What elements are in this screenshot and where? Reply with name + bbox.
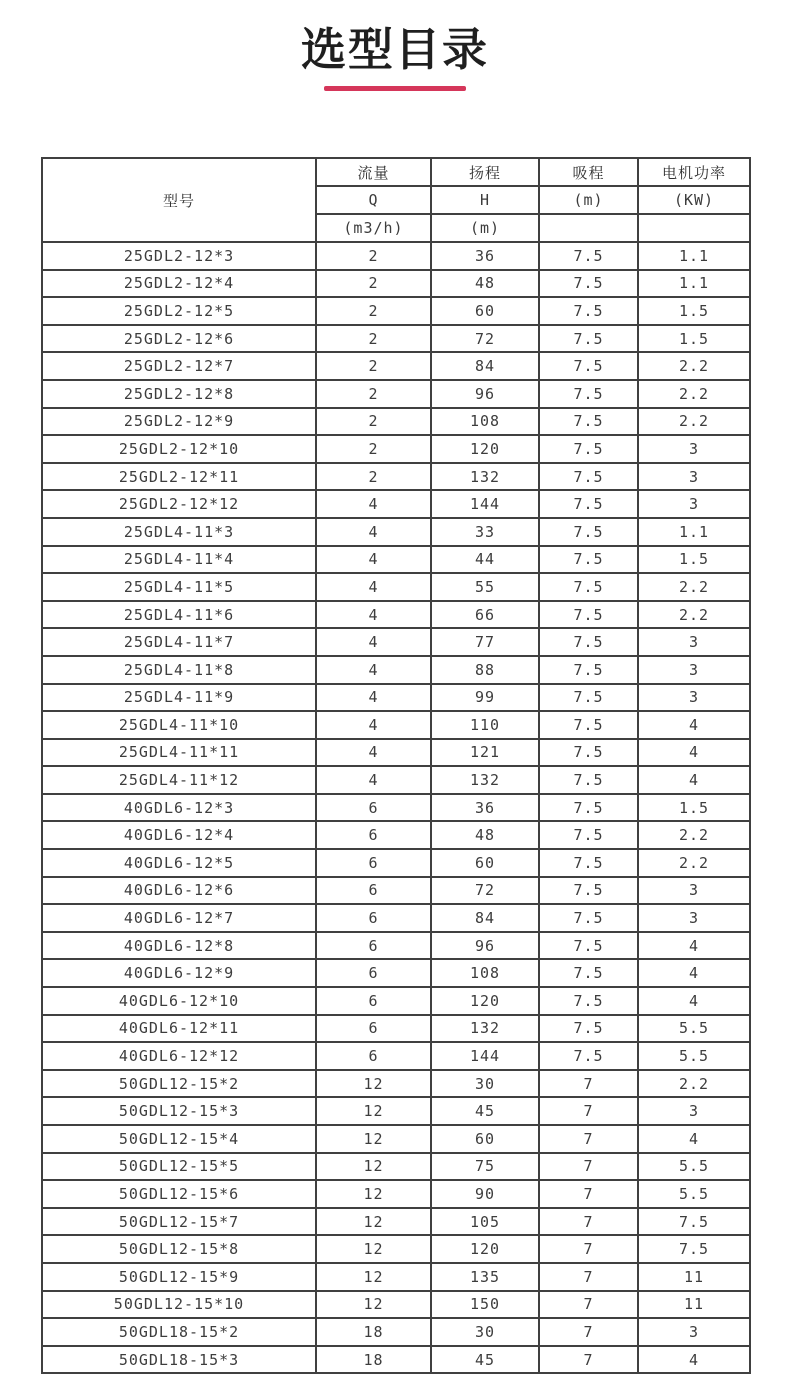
model-cell: 25GDL2-12*12 — [42, 490, 316, 518]
suction-cell: 7.5 — [539, 601, 638, 629]
flow-cell: 4 — [316, 656, 431, 684]
head-cell: 30 — [431, 1318, 539, 1346]
table-row — [42, 959, 750, 987]
flow-cell: 6 — [316, 932, 431, 960]
suction-cell: 7.5 — [539, 325, 638, 353]
power-cell: 3 — [638, 1097, 750, 1125]
model-cell: 40GDL6-12*11 — [42, 1015, 316, 1043]
power-cell: 4 — [638, 1346, 750, 1374]
table-row — [42, 656, 750, 684]
model-cell: 40GDL6-12*3 — [42, 794, 316, 822]
model-cell: 50GDL12-15*5 — [42, 1153, 316, 1181]
table-row — [42, 1153, 750, 1181]
head-cell: 110 — [431, 711, 539, 739]
model-cell: 25GDL4-11*7 — [42, 628, 316, 656]
flow-cell: 4 — [316, 628, 431, 656]
flow-cell: 6 — [316, 877, 431, 905]
power-cell: 5.5 — [638, 1042, 750, 1070]
table-row — [42, 904, 750, 932]
flow-cell: 18 — [316, 1346, 431, 1374]
model-cell: 50GDL12-15*4 — [42, 1125, 316, 1153]
table-row — [42, 739, 750, 767]
table-row — [42, 1097, 750, 1125]
model-cell: 25GDL2-12*9 — [42, 408, 316, 436]
table-row — [42, 1318, 750, 1346]
table-row — [42, 242, 750, 270]
model-cell: 25GDL4-11*5 — [42, 573, 316, 601]
table-row — [42, 1180, 750, 1208]
suction-cell: 7.5 — [539, 959, 638, 987]
table-row — [42, 435, 750, 463]
model-cell: 50GDL12-15*3 — [42, 1097, 316, 1125]
head-cell: 72 — [431, 877, 539, 905]
head-cell: 77 — [431, 628, 539, 656]
head-cell: 48 — [431, 270, 539, 298]
header-suction-empty — [539, 214, 638, 242]
head-cell: 84 — [431, 904, 539, 932]
flow-cell: 12 — [316, 1097, 431, 1125]
head-cell: 44 — [431, 546, 539, 574]
flow-cell: 2 — [316, 325, 431, 353]
power-cell: 2.2 — [638, 380, 750, 408]
model-cell: 50GDL12-15*8 — [42, 1235, 316, 1263]
model-cell: 50GDL12-15*10 — [42, 1291, 316, 1319]
flow-cell: 6 — [316, 987, 431, 1015]
suction-cell: 7.5 — [539, 849, 638, 877]
title-block — [0, 0, 790, 91]
power-cell: 1.1 — [638, 518, 750, 546]
table-row — [42, 270, 750, 298]
title-underline — [324, 86, 466, 91]
table-body — [42, 242, 750, 1373]
table-row — [42, 821, 750, 849]
head-cell: 90 — [431, 1180, 539, 1208]
head-cell: 48 — [431, 821, 539, 849]
table-row — [42, 711, 750, 739]
suction-cell: 7.5 — [539, 463, 638, 491]
suction-cell: 7 — [539, 1153, 638, 1181]
head-cell: 120 — [431, 435, 539, 463]
table-row — [42, 628, 750, 656]
flow-cell: 4 — [316, 573, 431, 601]
head-cell: 99 — [431, 684, 539, 712]
suction-cell: 7.5 — [539, 546, 638, 574]
table-row — [42, 297, 750, 325]
head-cell: 144 — [431, 490, 539, 518]
flow-cell: 6 — [316, 849, 431, 877]
suction-cell: 7.5 — [539, 435, 638, 463]
head-cell: 132 — [431, 1015, 539, 1043]
power-cell: 5.5 — [638, 1180, 750, 1208]
header-head-unit: (m) — [431, 214, 539, 242]
power-cell: 2.2 — [638, 408, 750, 436]
power-cell: 4 — [638, 766, 750, 794]
power-cell: 5.5 — [638, 1153, 750, 1181]
flow-cell: 6 — [316, 904, 431, 932]
head-cell: 33 — [431, 518, 539, 546]
suction-cell: 7.5 — [539, 987, 638, 1015]
flow-cell: 4 — [316, 601, 431, 629]
head-cell: 88 — [431, 656, 539, 684]
flow-cell: 4 — [316, 684, 431, 712]
flow-cell: 12 — [316, 1070, 431, 1098]
header-power-label: 电机功率 — [638, 158, 750, 186]
model-cell: 25GDL4-11*3 — [42, 518, 316, 546]
flow-cell: 12 — [316, 1291, 431, 1319]
header-model: 型号 — [42, 158, 316, 242]
table-row — [42, 408, 750, 436]
power-cell: 2.2 — [638, 601, 750, 629]
table-header — [42, 158, 750, 242]
flow-cell: 2 — [316, 297, 431, 325]
table-row — [42, 1015, 750, 1043]
suction-cell: 7.5 — [539, 794, 638, 822]
head-cell: 30 — [431, 1070, 539, 1098]
power-cell: 3 — [638, 463, 750, 491]
header-flow-label: 流量 — [316, 158, 431, 186]
table-row — [42, 1208, 750, 1236]
flow-cell: 12 — [316, 1180, 431, 1208]
flow-cell: 2 — [316, 352, 431, 380]
suction-cell: 7 — [539, 1346, 638, 1374]
model-cell: 50GDL12-15*7 — [42, 1208, 316, 1236]
power-cell: 11 — [638, 1263, 750, 1291]
power-cell: 7.5 — [638, 1235, 750, 1263]
suction-cell: 7.5 — [539, 739, 638, 767]
flow-cell: 6 — [316, 1042, 431, 1070]
model-cell: 25GDL2-12*3 — [42, 242, 316, 270]
header-row-labels — [42, 158, 750, 186]
table-row — [42, 1042, 750, 1070]
power-cell: 2.2 — [638, 573, 750, 601]
header-flow-symbol: Q — [316, 186, 431, 214]
suction-cell: 7.5 — [539, 352, 638, 380]
head-cell: 60 — [431, 849, 539, 877]
power-cell: 1.5 — [638, 325, 750, 353]
head-cell: 96 — [431, 932, 539, 960]
flow-cell: 18 — [316, 1318, 431, 1346]
power-cell: 3 — [638, 628, 750, 656]
power-cell: 3 — [638, 435, 750, 463]
flow-cell: 2 — [316, 242, 431, 270]
table-row — [42, 601, 750, 629]
power-cell: 4 — [638, 932, 750, 960]
flow-cell: 6 — [316, 821, 431, 849]
power-cell: 2.2 — [638, 849, 750, 877]
model-cell: 40GDL6-12*7 — [42, 904, 316, 932]
model-cell: 40GDL6-12*8 — [42, 932, 316, 960]
power-cell: 4 — [638, 987, 750, 1015]
power-cell: 1.1 — [638, 242, 750, 270]
head-cell: 72 — [431, 325, 539, 353]
model-cell: 25GDL2-12*4 — [42, 270, 316, 298]
power-cell: 3 — [638, 684, 750, 712]
table-row — [42, 573, 750, 601]
power-cell: 3 — [638, 877, 750, 905]
table-row — [42, 794, 750, 822]
suction-cell: 7.5 — [539, 1042, 638, 1070]
header-power-empty — [638, 214, 750, 242]
head-cell: 60 — [431, 1125, 539, 1153]
power-cell: 2.2 — [638, 1070, 750, 1098]
header-power-unit: (KW) — [638, 186, 750, 214]
flow-cell: 2 — [316, 463, 431, 491]
model-cell: 40GDL6-12*5 — [42, 849, 316, 877]
model-cell: 25GDL2-12*11 — [42, 463, 316, 491]
flow-cell: 4 — [316, 490, 431, 518]
suction-cell: 7.5 — [539, 490, 638, 518]
suction-cell: 7.5 — [539, 408, 638, 436]
head-cell: 132 — [431, 766, 539, 794]
table-row — [42, 987, 750, 1015]
power-cell: 1.5 — [638, 794, 750, 822]
head-cell: 120 — [431, 987, 539, 1015]
table-row — [42, 1291, 750, 1319]
power-cell: 1.1 — [638, 270, 750, 298]
power-cell: 3 — [638, 1318, 750, 1346]
table-row — [42, 766, 750, 794]
model-cell: 25GDL2-12*10 — [42, 435, 316, 463]
table-row — [42, 684, 750, 712]
head-cell: 75 — [431, 1153, 539, 1181]
suction-cell: 7 — [539, 1208, 638, 1236]
suction-cell: 7 — [539, 1263, 638, 1291]
head-cell: 45 — [431, 1346, 539, 1374]
suction-cell: 7 — [539, 1318, 638, 1346]
flow-cell: 4 — [316, 546, 431, 574]
header-flow-unit: (m3/h) — [316, 214, 431, 242]
suction-cell: 7 — [539, 1291, 638, 1319]
flow-cell: 12 — [316, 1153, 431, 1181]
model-cell: 25GDL2-12*5 — [42, 297, 316, 325]
head-cell: 36 — [431, 794, 539, 822]
head-cell: 60 — [431, 297, 539, 325]
flow-cell: 2 — [316, 435, 431, 463]
suction-cell: 7.5 — [539, 821, 638, 849]
suction-cell: 7.5 — [539, 628, 638, 656]
flow-cell: 12 — [316, 1208, 431, 1236]
model-cell: 40GDL6-12*10 — [42, 987, 316, 1015]
model-cell: 40GDL6-12*6 — [42, 877, 316, 905]
table-row — [42, 1125, 750, 1153]
suction-cell: 7.5 — [539, 711, 638, 739]
head-cell: 55 — [431, 573, 539, 601]
flow-cell: 4 — [316, 766, 431, 794]
head-cell: 108 — [431, 959, 539, 987]
head-cell: 45 — [431, 1097, 539, 1125]
table-row — [42, 1235, 750, 1263]
power-cell: 3 — [638, 490, 750, 518]
flow-cell: 2 — [316, 408, 431, 436]
power-cell: 4 — [638, 739, 750, 767]
table-row — [42, 932, 750, 960]
flow-cell: 12 — [316, 1263, 431, 1291]
flow-cell: 2 — [316, 380, 431, 408]
flow-cell: 12 — [316, 1125, 431, 1153]
flow-cell: 4 — [316, 711, 431, 739]
power-cell: 4 — [638, 711, 750, 739]
model-cell: 50GDL12-15*6 — [42, 1180, 316, 1208]
suction-cell: 7.5 — [539, 518, 638, 546]
power-cell: 3 — [638, 656, 750, 684]
suction-cell: 7.5 — [539, 297, 638, 325]
suction-cell: 7.5 — [539, 573, 638, 601]
model-cell: 25GDL2-12*8 — [42, 380, 316, 408]
table-row — [42, 325, 750, 353]
flow-cell: 2 — [316, 270, 431, 298]
suction-cell: 7.5 — [539, 877, 638, 905]
flow-cell: 4 — [316, 518, 431, 546]
suction-cell: 7.5 — [539, 242, 638, 270]
suction-cell: 7.5 — [539, 766, 638, 794]
table-row — [42, 518, 750, 546]
head-cell: 120 — [431, 1235, 539, 1263]
model-cell: 25GDL4-11*8 — [42, 656, 316, 684]
head-cell: 36 — [431, 242, 539, 270]
suction-cell: 7.5 — [539, 380, 638, 408]
head-cell: 150 — [431, 1291, 539, 1319]
suction-cell: 7 — [539, 1070, 638, 1098]
suction-cell: 7.5 — [539, 932, 638, 960]
table-row — [42, 352, 750, 380]
model-cell: 25GDL2-12*7 — [42, 352, 316, 380]
model-cell: 25GDL4-11*6 — [42, 601, 316, 629]
flow-cell: 6 — [316, 1015, 431, 1043]
head-cell: 108 — [431, 408, 539, 436]
header-head-label: 扬程 — [431, 158, 539, 186]
model-cell: 50GDL18-15*2 — [42, 1318, 316, 1346]
model-cell: 50GDL12-15*2 — [42, 1070, 316, 1098]
power-cell: 4 — [638, 959, 750, 987]
table-row — [42, 546, 750, 574]
suction-cell: 7.5 — [539, 904, 638, 932]
model-cell: 25GDL4-11*9 — [42, 684, 316, 712]
power-cell: 3 — [638, 904, 750, 932]
flow-cell: 12 — [316, 1235, 431, 1263]
model-cell: 50GDL12-15*9 — [42, 1263, 316, 1291]
flow-cell: 6 — [316, 959, 431, 987]
suction-cell: 7.5 — [539, 684, 638, 712]
flow-cell: 6 — [316, 794, 431, 822]
model-cell: 25GDL4-11*11 — [42, 739, 316, 767]
head-cell: 135 — [431, 1263, 539, 1291]
table-row — [42, 380, 750, 408]
head-cell: 96 — [431, 380, 539, 408]
table-row — [42, 1263, 750, 1291]
header-head-symbol: H — [431, 186, 539, 214]
page-title: 选型目录 — [300, 24, 489, 75]
table-row — [42, 463, 750, 491]
power-cell: 1.5 — [638, 546, 750, 574]
power-cell: 2.2 — [638, 821, 750, 849]
model-cell: 25GDL2-12*6 — [42, 325, 316, 353]
model-cell: 50GDL18-15*3 — [42, 1346, 316, 1374]
power-cell: 5.5 — [638, 1015, 750, 1043]
suction-cell: 7.5 — [539, 656, 638, 684]
model-cell: 40GDL6-12*12 — [42, 1042, 316, 1070]
head-cell: 105 — [431, 1208, 539, 1236]
suction-cell: 7.5 — [539, 270, 638, 298]
model-cell: 25GDL4-11*10 — [42, 711, 316, 739]
head-cell: 121 — [431, 739, 539, 767]
header-suction-label: 吸程 — [539, 158, 638, 186]
table-row — [42, 877, 750, 905]
head-cell: 132 — [431, 463, 539, 491]
power-cell: 1.5 — [638, 297, 750, 325]
model-cell: 40GDL6-12*4 — [42, 821, 316, 849]
suction-cell: 7 — [539, 1180, 638, 1208]
power-cell: 7.5 — [638, 1208, 750, 1236]
suction-cell: 7 — [539, 1125, 638, 1153]
suction-cell: 7 — [539, 1235, 638, 1263]
power-cell: 11 — [638, 1291, 750, 1319]
table-row — [42, 849, 750, 877]
model-cell: 40GDL6-12*9 — [42, 959, 316, 987]
flow-cell: 4 — [316, 739, 431, 767]
head-cell: 66 — [431, 601, 539, 629]
head-cell: 84 — [431, 352, 539, 380]
head-cell: 144 — [431, 1042, 539, 1070]
suction-cell: 7 — [539, 1097, 638, 1125]
table-row — [42, 1070, 750, 1098]
suction-cell: 7.5 — [539, 1015, 638, 1043]
table-row — [42, 1346, 750, 1374]
power-cell: 2.2 — [638, 352, 750, 380]
power-cell: 4 — [638, 1125, 750, 1153]
selection-table — [41, 157, 751, 1374]
header-suction-unit: (m) — [539, 186, 638, 214]
table-row — [42, 490, 750, 518]
model-cell: 25GDL4-11*12 — [42, 766, 316, 794]
model-cell: 25GDL4-11*4 — [42, 546, 316, 574]
